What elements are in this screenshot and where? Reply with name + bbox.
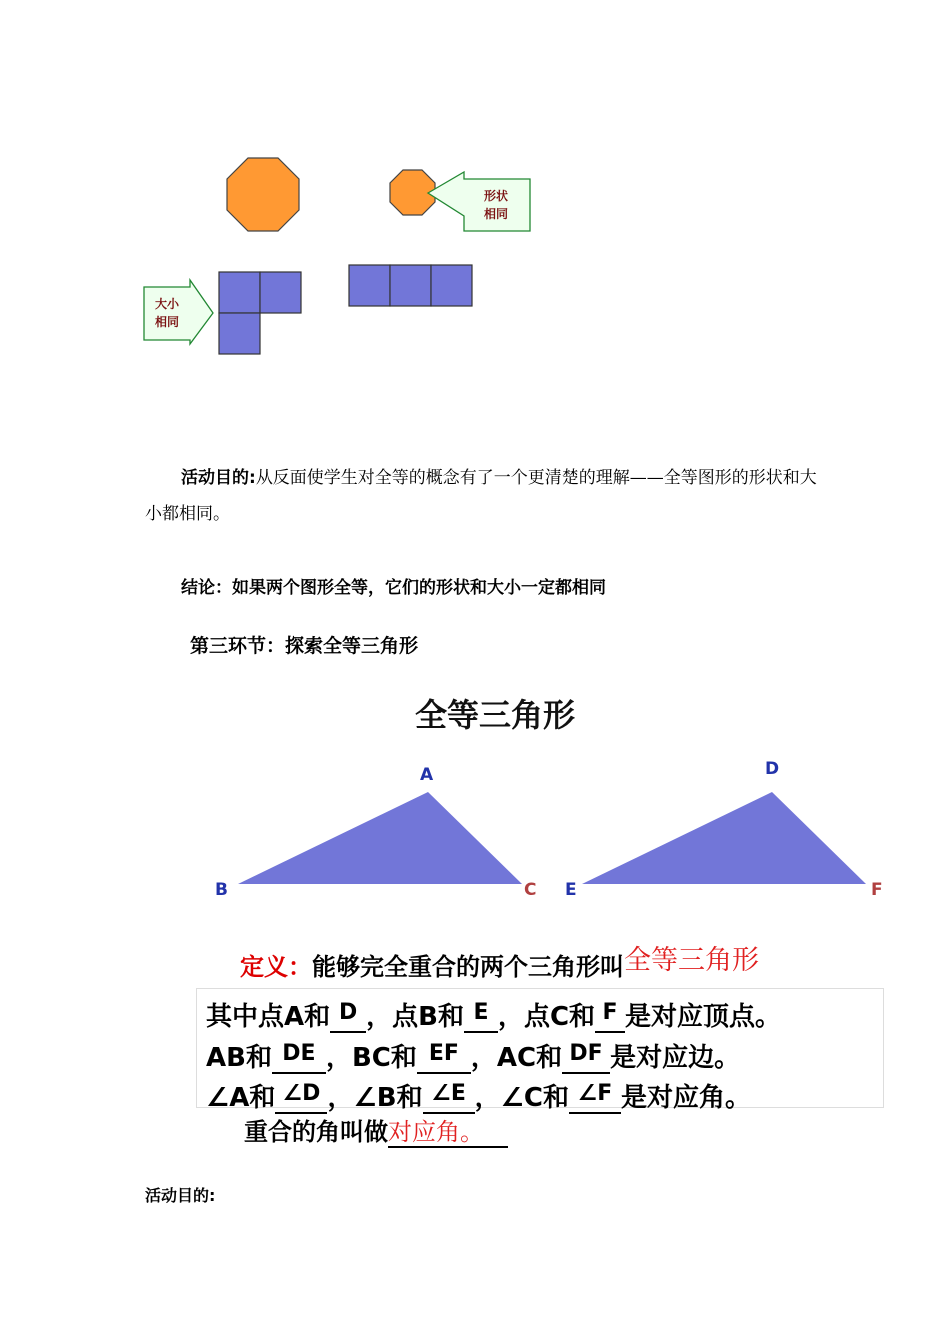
purpose-paragraph <box>145 460 825 532</box>
large-octagon <box>227 158 299 231</box>
definition-line <box>240 944 759 983</box>
side-row: AB和 DE ，BC和 EF ，AC和 DF 是对应边。 <box>206 1041 741 1073</box>
final-line <box>244 1112 508 1147</box>
vertex-b: B <box>215 880 228 900</box>
vertex-d: D <box>765 759 780 779</box>
shapes-figure <box>0 0 950 370</box>
blank-side-df: DF <box>562 1047 610 1074</box>
square <box>219 313 260 354</box>
blank-vertex-d: D <box>330 1006 366 1033</box>
square <box>431 265 472 306</box>
final-text: 重合的角叫做 <box>244 1118 388 1146</box>
blank-angle-d: ∠D <box>275 1087 327 1114</box>
angle-row: ∠A和 ∠D ，∠B和 ∠E ，∠C和 ∠F 是对应角。 <box>206 1081 751 1113</box>
square <box>260 272 301 313</box>
purpose-body: 从反面使学生对全等的概念有了一个更清楚的理解——全等图形的形状和大小都相同。 <box>145 468 817 524</box>
triangles-figure <box>0 760 950 900</box>
definition-text: 能够完全重合的两个三角形叫 <box>312 953 624 981</box>
vertex-a: A <box>420 765 434 785</box>
definition-answer: 全等三角形 <box>624 945 759 976</box>
blank-angle-f: ∠F <box>569 1087 621 1114</box>
section-title: 第三环节：探索全等三角形 <box>190 635 419 657</box>
blank-angle-e: ∠E <box>423 1087 475 1114</box>
square <box>390 265 431 306</box>
triangle-abc <box>238 792 522 884</box>
square <box>219 272 260 313</box>
final-answer: 对应角。 <box>388 1118 508 1148</box>
blank-side-de: DE <box>272 1047 326 1074</box>
blank-vertex-f: F <box>595 1006 625 1033</box>
vertex-e: E <box>565 880 577 900</box>
size-same-label: 大小 相同 <box>154 297 179 329</box>
purpose-end-label: 活动目的: <box>145 1186 216 1205</box>
vertex-c: C <box>524 880 537 900</box>
purpose-label: 活动目的: <box>181 468 256 488</box>
slide-title: 全等三角形 <box>414 696 575 734</box>
vertex-f: F <box>871 880 883 900</box>
conclusion-text: 结论：如果两个图形全等，它们的形状和大小一定都相同 <box>181 578 606 598</box>
vertex-row: 其中点A和 D ，点B和 E ，点C和 F 是对应顶点。 <box>206 1000 782 1032</box>
blank-side-ef: EF <box>417 1047 471 1074</box>
triangle-def <box>582 792 866 884</box>
shape-same-label: 形状 相同 <box>483 189 508 221</box>
definition-key: 定义： <box>240 953 312 981</box>
square <box>349 265 390 306</box>
blank-vertex-e: E <box>464 1006 498 1033</box>
